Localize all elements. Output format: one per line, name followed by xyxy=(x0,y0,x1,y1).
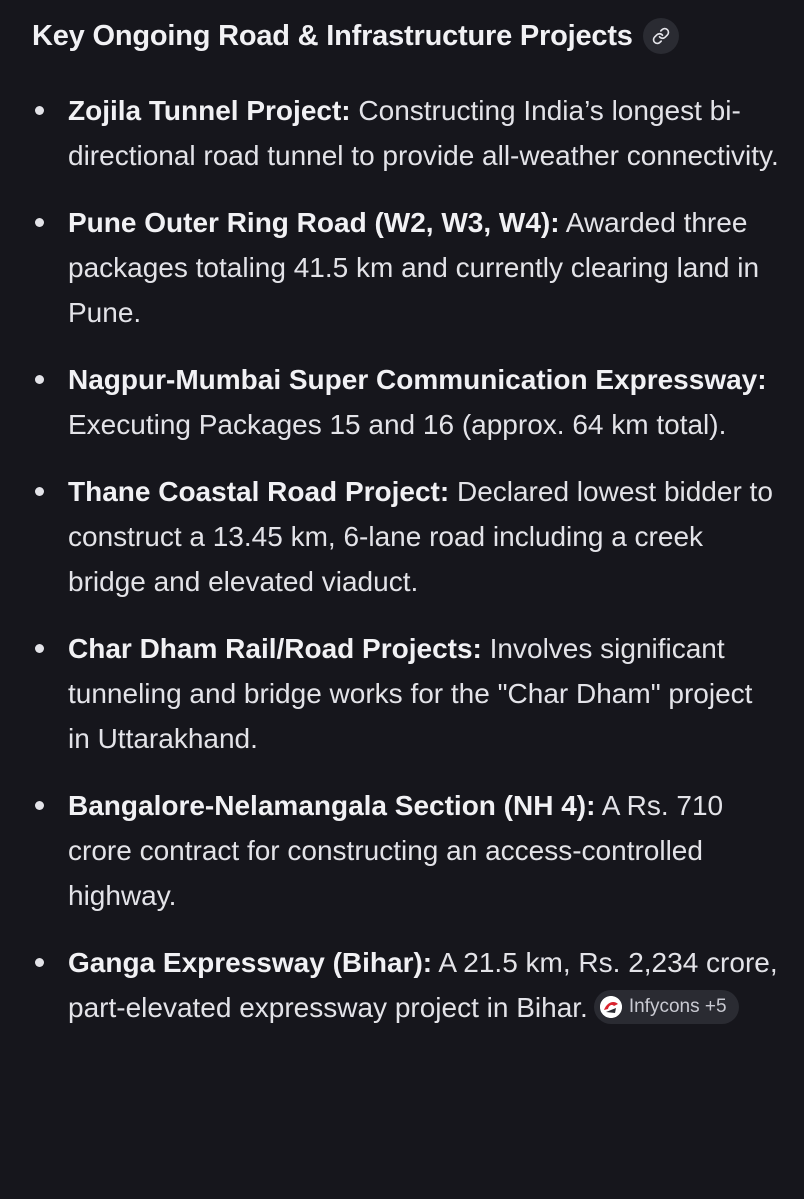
section-title: Key Ongoing Road & Infrastructure Projects xyxy=(32,19,633,52)
project-description: A Rs. 710 crore contract for constructing an access-controlled highway. xyxy=(68,790,724,911)
link-icon xyxy=(652,27,670,45)
bullet-dot xyxy=(35,106,44,115)
project-description: Executing Packages 15 and 16 (approx. 64 km total). xyxy=(68,409,727,440)
project-description: Constructing India’s longest bi-directional road tunnel to provide all-weather connectivity. xyxy=(68,95,779,171)
bullet-dot xyxy=(35,644,44,653)
infycons-logo-icon xyxy=(600,996,622,1018)
project-description: Involves significant tunneling and bridge works for the "Char Dham" project in Uttarakhand. xyxy=(68,633,753,754)
project-item-char-dham xyxy=(0,626,804,761)
source-chip[interactable] xyxy=(594,990,739,1024)
source-chip-label: Infycons +5 xyxy=(628,996,727,1018)
bullet-dot xyxy=(35,487,44,496)
project-title: Nagpur-Mumbai Super Communication Expressway: xyxy=(68,364,767,395)
project-title: Ganga Expressway (Bihar): xyxy=(68,947,433,978)
project-title: Bangalore-Nelamangala Section (NH 4): xyxy=(68,790,596,821)
project-description: Awarded three packages totaling 41.5 km and currently clearing land in Pune. xyxy=(68,207,760,328)
project-title: Pune Outer Ring Road (W2, W3, W4): xyxy=(68,207,560,238)
project-title: Char Dham Rail/Road Projects: xyxy=(68,633,482,664)
project-item-bangalore-nelamangala xyxy=(0,783,804,918)
project-item-ganga-expressway xyxy=(0,940,804,1030)
project-title: Zojila Tunnel Project: xyxy=(68,95,351,126)
bullet-dot xyxy=(35,218,44,227)
bullet-dot xyxy=(35,958,44,967)
project-description: Declared lowest bidder to construct a 13.45 km, 6-lane road including a creek bridge and elevated viaduct. xyxy=(68,476,773,597)
project-description: A 21.5 km, Rs. 2,234 crore, part-elevated expressway project in Bihar. xyxy=(68,947,778,1023)
projects-list xyxy=(0,88,804,1052)
project-item-zojila xyxy=(0,88,804,178)
project-item-nagpur-mumbai xyxy=(0,357,804,447)
project-item-thane-coastal xyxy=(0,469,804,604)
bullet-dot xyxy=(35,801,44,810)
section-heading xyxy=(32,16,679,56)
project-item-pune-ring-road xyxy=(0,200,804,335)
copy-link-button[interactable] xyxy=(643,18,679,54)
bullet-dot xyxy=(35,375,44,384)
project-title: Thane Coastal Road Project: xyxy=(68,476,450,507)
